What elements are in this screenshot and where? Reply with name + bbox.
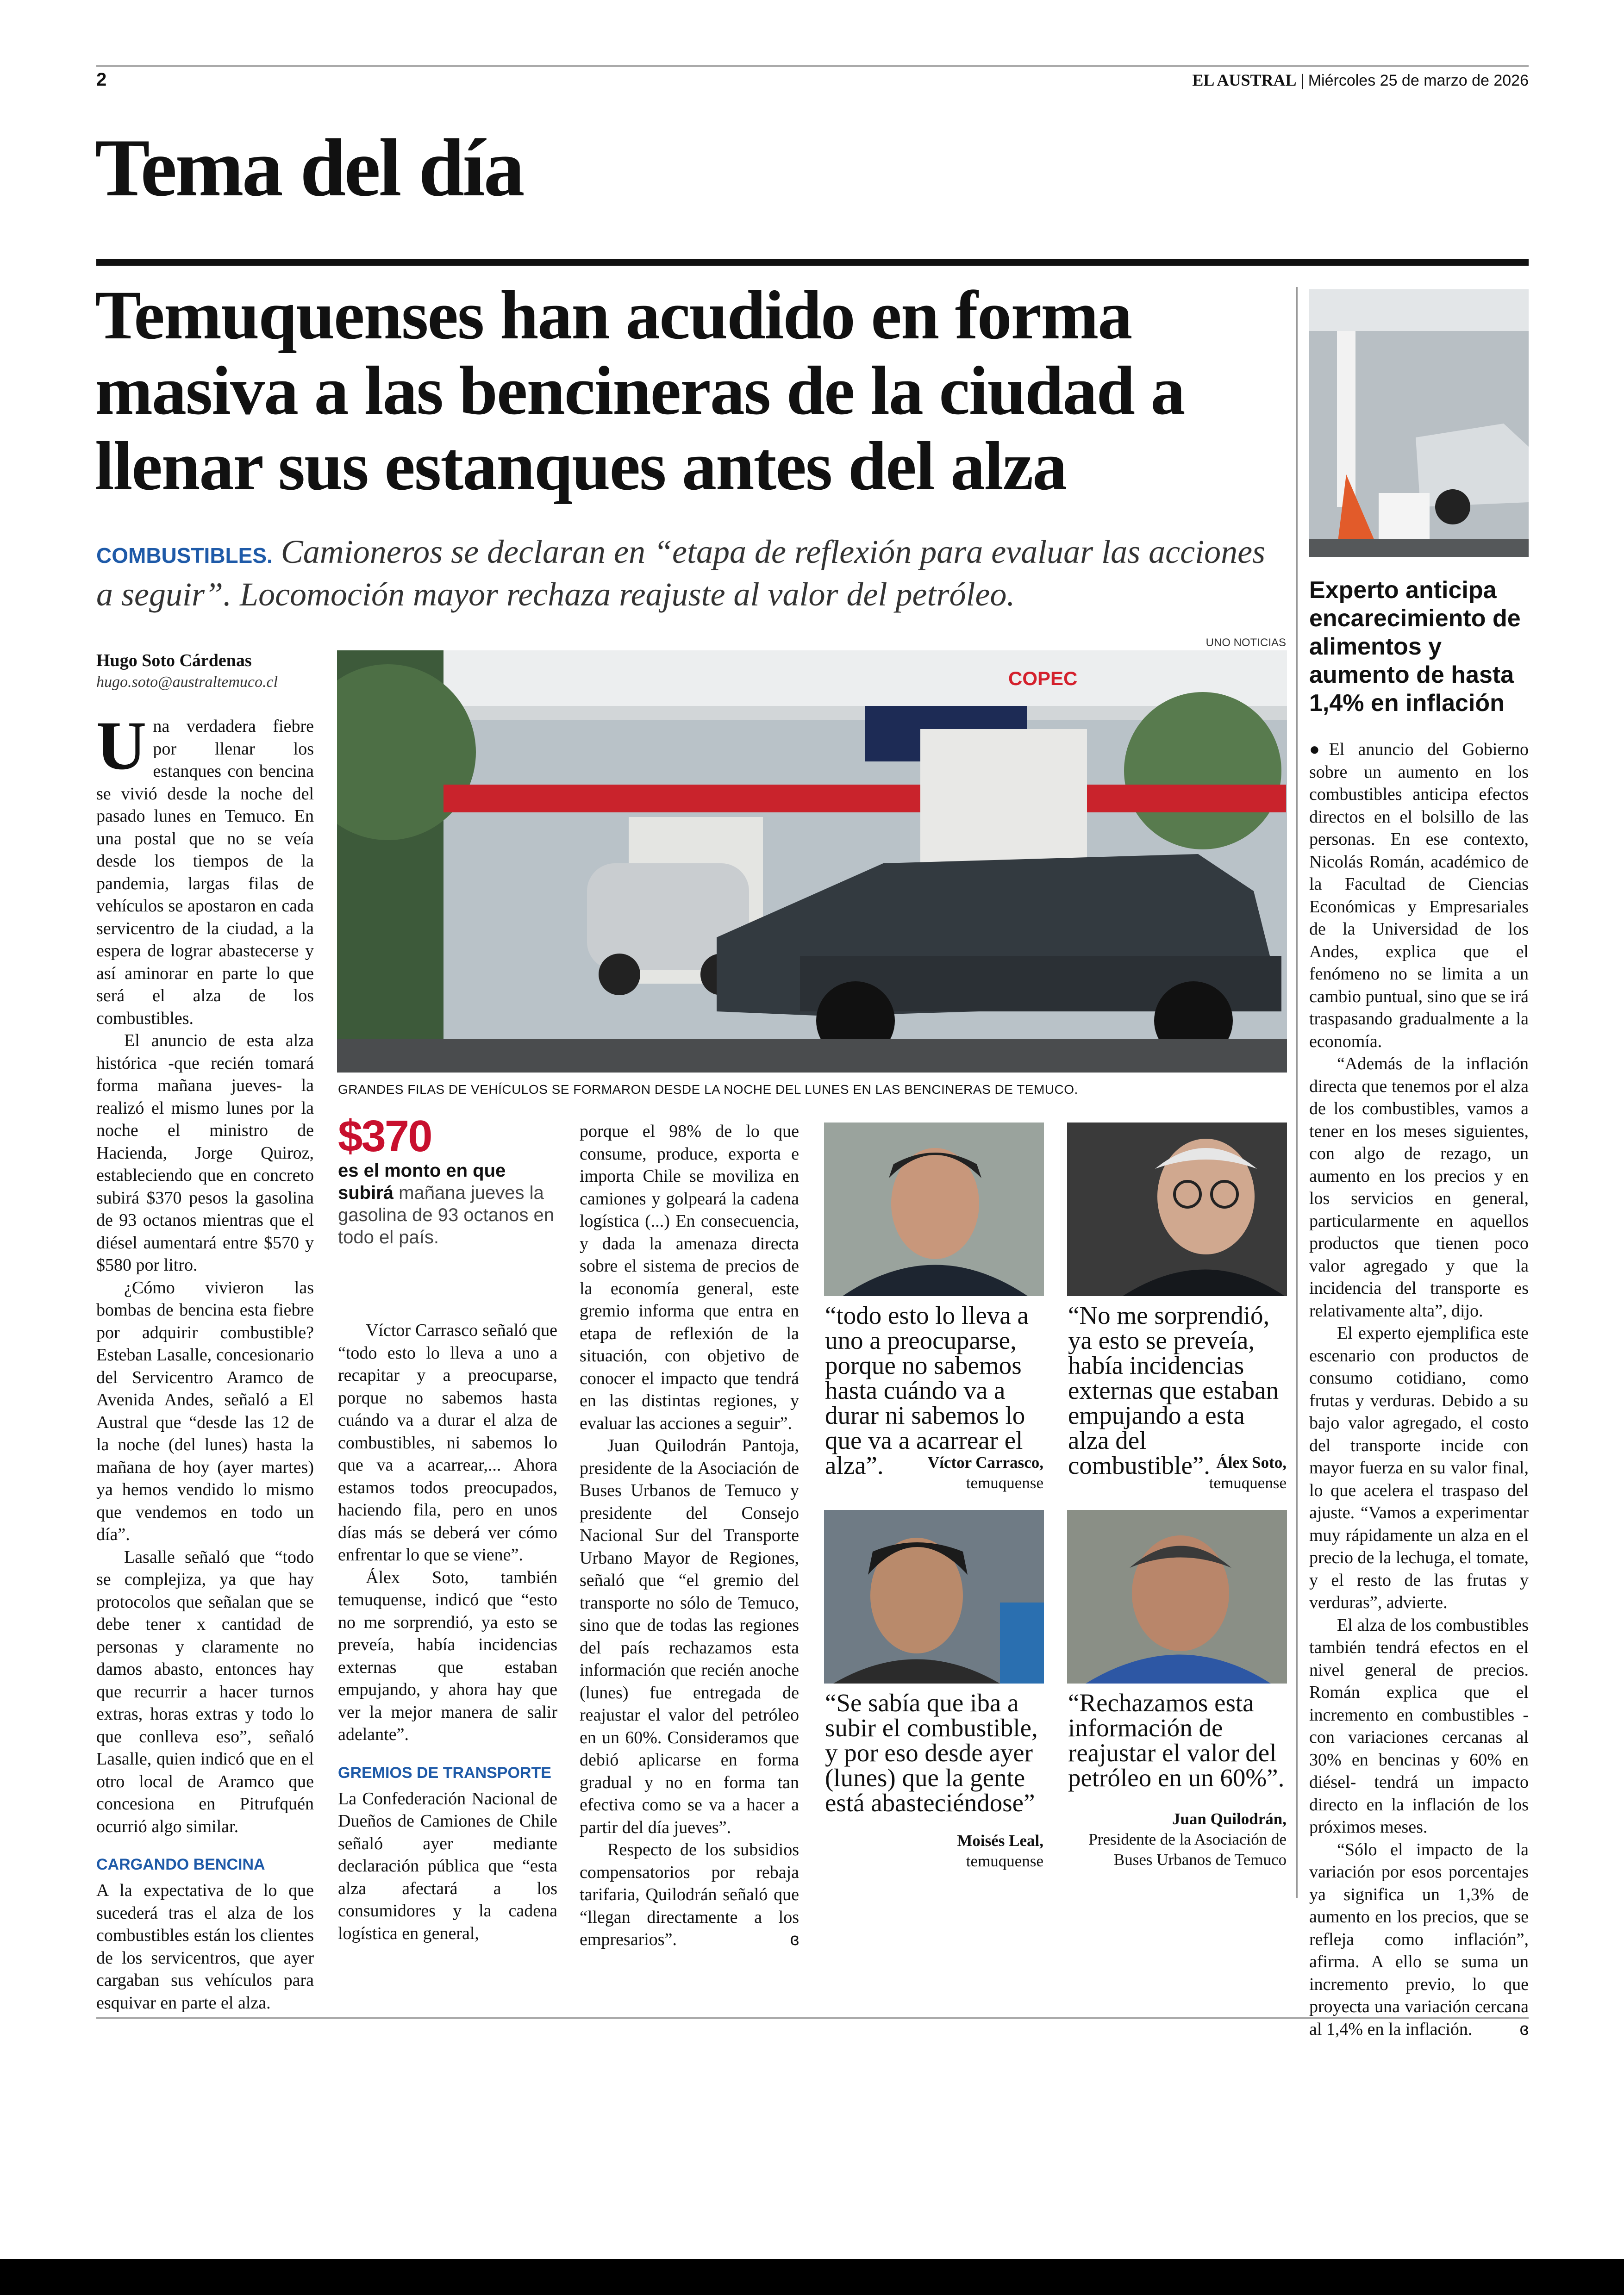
quote-text: “Rechazamos esta información de reajustar el valor del petróleo en un 60%”. bbox=[1068, 1689, 1285, 1792]
highlight-text bbox=[338, 1160, 560, 1248]
issue-date: Miércoles 25 de marzo de 2026 bbox=[1308, 72, 1529, 89]
author-email: hugo.soto@australtemuco.cl bbox=[96, 674, 278, 691]
bullet-icon: ● bbox=[1309, 740, 1329, 759]
paragraph: El anuncio de esta alza histórica -que recién tomará forma mañana jueves- la realizó el mismo lunes por la noche el ministro de Hacienda, Jorge Quiroz, estableciendo que en concreto subirá $370 pesos la gasolina de 93 octanos mientras que el diésel aumentará entre $570 y $580 por litro. bbox=[96, 1031, 314, 1275]
photo-credit: UNO NOTICIAS bbox=[1206, 636, 1286, 649]
sidebar-divider bbox=[1296, 287, 1298, 1898]
sidebar-photo bbox=[1309, 289, 1529, 557]
kicker: COMBUSTIBLES. bbox=[96, 543, 273, 568]
highlight-rest: mañana jueves la gasolina de 93 octanos en todo el país. bbox=[338, 1183, 555, 1247]
sidebar-paragraph-text: El anuncio del Gobierno sobre un aumento en los combustibles anticipa efectos directos en el bolsillo de las personas. En ese contexto, Nicolás Román, académico de la Facultad de Ciencias Económicas y Empresariales de la Universidad de los Andes, explica que el fenómeno no se limita a un cambio puntual, sino que se irá traspasando gradualmente a la economía. bbox=[1309, 740, 1529, 1051]
section-rule bbox=[96, 259, 1529, 266]
gas-station-illustration bbox=[337, 650, 1287, 1073]
sidebar-title: Experto anticipa encarecimiento de alimentos y aumento de hasta 1,4% en inflación bbox=[1309, 577, 1521, 717]
column-2 bbox=[338, 1319, 557, 1945]
paragraph bbox=[580, 1839, 799, 1951]
column-1 bbox=[96, 707, 314, 2014]
bottom-bar bbox=[0, 2259, 1624, 2295]
quote-text: “No me sorprendió, ya esto se preveía, había incidencias externas que estaban empujando a esta alza del combustible”. bbox=[1068, 1301, 1279, 1479]
portrait-illustration bbox=[1067, 1123, 1287, 1296]
portrait-illustration bbox=[1067, 1510, 1287, 1684]
portrait-alex-soto bbox=[1067, 1123, 1287, 1296]
separator: | bbox=[1300, 71, 1308, 89]
highlight-amount: $370 bbox=[338, 1111, 431, 1161]
portrait-moises-leal bbox=[824, 1510, 1044, 1684]
paragraph: Víctor Carrasco señaló que “todo esto lo lleva a uno a recapitar y a preocuparse, porque no sabemos hasta cuándo va a durar el alza de combustibles, ni sabemos lo que va a acarrear,... Ahora estamos todos preocupados, haciendo fila, pero en unos días más se deberá ver cómo enfrentar lo que se viene”. bbox=[338, 1321, 557, 1565]
portrait-illustration bbox=[824, 1123, 1044, 1296]
quote-name: Álex Soto, bbox=[1216, 1453, 1287, 1472]
bottom-rule bbox=[96, 2017, 1529, 2019]
paragraph: ¿Cómo vivieron las bombas de bencina esta fiebre por adquirir combustible? Esteban Lasalle, concesionario del Servicentro Aramco de Avenida Andes, señaló a El Austral que “desde las 12 de la noche (del lunes) hasta la mañana de hoy (ayer martes) ya hemos vendido lo mismo que vendemos en todo un día”. bbox=[96, 1278, 314, 1544]
paragraph: A la expectativa de lo que sucederá tras el alza de los combustibles están los clientes de los servicentros, que ayer cargaban sus vehículos para esquivar en parte el alza. bbox=[96, 1881, 314, 2013]
sidebar-body bbox=[1309, 738, 1529, 2040]
newspaper-name: EL AUSTRAL bbox=[1192, 71, 1297, 89]
quote-name: Moisés Leal, bbox=[957, 1832, 1043, 1850]
portrait-juan-quilodran bbox=[1067, 1510, 1287, 1684]
quote-text: “Se sabía que iba a subir el combustible, y por eso desde ayer (lunes) que la gente está abasteciéndose” bbox=[825, 1689, 1038, 1817]
sidebar-photo-illustration bbox=[1309, 289, 1529, 557]
portrait-victor-carrasco bbox=[824, 1123, 1044, 1296]
sidebar-paragraph-text: “Sólo el impacto de la variación por esos porcentajes ya significa un 1,3% de aumento en los precios, que se refleja como inflación”, afirma. A ello se suma un incremento previo, lo que proyecta una variación cercana al 1,4% en la inflación. bbox=[1309, 1840, 1529, 2039]
end-mark: ɞ bbox=[1519, 2019, 1529, 2039]
quote-name: Juan Quilodrán, bbox=[1172, 1810, 1287, 1828]
quote-attribution bbox=[825, 1831, 1043, 1871]
gas-station-photo bbox=[337, 650, 1287, 1073]
subhead-cargando-bencina: CARGANDO BENCINA bbox=[96, 1856, 265, 1873]
quote-attribution bbox=[1068, 1809, 1287, 1870]
photo-caption: GRANDES FILAS DE VEHÍCULOS SE FORMARON DESDE LA NOCHE DEL LUNES EN LAS BENCINERAS DE TEMUCO. bbox=[338, 1082, 1078, 1097]
quote-attribution bbox=[1068, 1453, 1287, 1493]
quote-role: temuquense bbox=[966, 1474, 1043, 1492]
paragraph: Álex Soto, también temuquense, indicó que “esto no me sorprendió, ya esto se preveía, había incidencias externas que estaban empujando, y ahora hay que ver la mejor manera de salir adelante”. bbox=[338, 1567, 557, 1744]
lead-text: na verdadera fiebre por llenar los estanques con bencina se vivió desde la noche del pasado lunes en Temuco. En una postal que no se veía desde los tiempos de la pandemia, largas filas de vehículos se apostaron en cada servicentro de la ciudad, a la espera de lograr abastecerse y así aminorar en parte lo que será el alza de los combustibles. bbox=[96, 717, 314, 1028]
sidebar-paragraph bbox=[1309, 1839, 1529, 2041]
quote-text: “todo esto lo lleva a uno a preocuparse, porque no sabemos hasta cuándo va a durar ni sabemos lo que va a acarrear el alza”. bbox=[825, 1301, 1029, 1479]
masthead-line bbox=[1192, 70, 1529, 90]
deck bbox=[96, 532, 1281, 614]
quote-name: Víctor Carrasco, bbox=[927, 1453, 1043, 1472]
end-mark: ɞ bbox=[790, 1930, 799, 1949]
highlight-bold: es el monto en que subirá bbox=[338, 1160, 506, 1203]
highlight-box bbox=[338, 1113, 560, 1248]
paragraph: Lasalle señaló que “todo se complejiza, ya que hay protocolos que señalan que se debe tener x cantidad de personas y claramente no damos abasto, entonces hay que recurrir a hacer turnos extras, horas extras y todo lo que conlleva eso”, señaló Lasalle, quien indicó que en el otro local de Aramco que concesiona en Pitrufquén ocurrió algo similar. bbox=[96, 1547, 314, 1836]
sidebar-paragraph: “Además de la inflación directa que tenemos por el alza de los combustibles, vamos a tener en los meses siguientes, con algo de rezago, un aumento en los precios y en los servicios en general, particularmente en aquellos productos que tienen poco valor agregado y que la incidencia del transporte es relativamente alta”, dijo. bbox=[1309, 1054, 1529, 1321]
subhead-gremios: GREMIOS DE TRANSPORTE bbox=[338, 1764, 551, 1782]
quote-role: temuquense bbox=[966, 1852, 1043, 1870]
portrait-illustration bbox=[824, 1510, 1044, 1684]
quote-attribution bbox=[825, 1453, 1043, 1493]
paragraph: Juan Quilodrán Pantoja, presidente de la Asociación de Buses Urbanos de Temuco y presidente del Consejo Nacional Sur del Transporte Urbano Mayor de Regiones, señaló que “el gremio del transporte no sólo de Temuco, sino que de todas las regiones del país rechazamos esta información que recién anoche (lunes) fue entregada de reajustar el valor del petróleo en un 60%. Consideramos que debió aplicarse en forma gradual y no en forma tan efectiva como se va a hacer a partir del día jueves”. bbox=[580, 1436, 799, 1837]
headline: Temuquenses han acudido en forma masiva a las bencineras de la ciudad a llenar sus estanques antes del alza bbox=[95, 277, 1185, 505]
top-rule bbox=[96, 65, 1529, 67]
dropcap: U bbox=[96, 707, 147, 784]
author-name: Hugo Soto Cárdenas bbox=[96, 651, 252, 670]
page-number: 2 bbox=[96, 69, 107, 90]
section-title: Tema del día bbox=[95, 122, 523, 213]
sidebar-paragraph bbox=[1309, 738, 1529, 1053]
sidebar-paragraph: El experto ejemplifica este escenario con productos de consumo cotidiano, como frutas y verduras. Debido a su bajo valor agregado, el costo del transporte incide con mayor fuerza en su valor final, lo que acelera el traspaso del ajuste. “Vamos a experimentar muy rápidamente un alza en el precio de la lechuga, el tomate, y el resto de las frutas y verduras”, advierte. bbox=[1309, 1323, 1529, 1612]
quote-role: temuquense bbox=[1209, 1474, 1287, 1492]
column-3 bbox=[580, 1120, 799, 1951]
deck-text: Camioneros se declaran en “etapa de reflexión para evaluar las acciones a seguir”. Locomoción mayor rechaza reajuste al valor del petróleo. bbox=[96, 533, 1266, 613]
svg-text:COPEC: COPEC bbox=[1008, 667, 1078, 689]
lead-paragraph bbox=[96, 707, 314, 1029]
quote-role: Presidente de la Asociación de Buses Urbanos de Temuco bbox=[1088, 1830, 1287, 1869]
sidebar-paragraph: El alza de los combustibles también tendrá efectos en el nivel general de precios. Román explica que el incremento en combustibles -con variaciones cercanas al 30% en bencinas y 60% en diésel- tendrá un impacto directo en la inflación de los próximos meses. bbox=[1309, 1615, 1529, 1837]
paragraph: La Confederación Nacional de Dueños de Camiones de Chile señaló ayer mediante declaración pública que “esta alza afectará a los consumidores y la cadena logística en general, bbox=[338, 1789, 557, 1943]
paragraph-text: Respecto de los subsidios compensatorios por rebaja tarifaria, Quilodrán señaló que “llegan directamente a los empresarios”. bbox=[580, 1840, 799, 1949]
paragraph: porque el 98% de lo que consume, produce, exporta e importa Chile se moviliza en camiones y golpeará la cadena logística (...) En consecuencia, y dada la amenaza directa sobre el sistema de precios de la economía general, este gremio informa que entra en etapa de reflexión de la situación, con objetivo de conocer el impacto que tendrá en las distintas regiones, y evaluar las acciones a seguir”. bbox=[580, 1122, 799, 1433]
